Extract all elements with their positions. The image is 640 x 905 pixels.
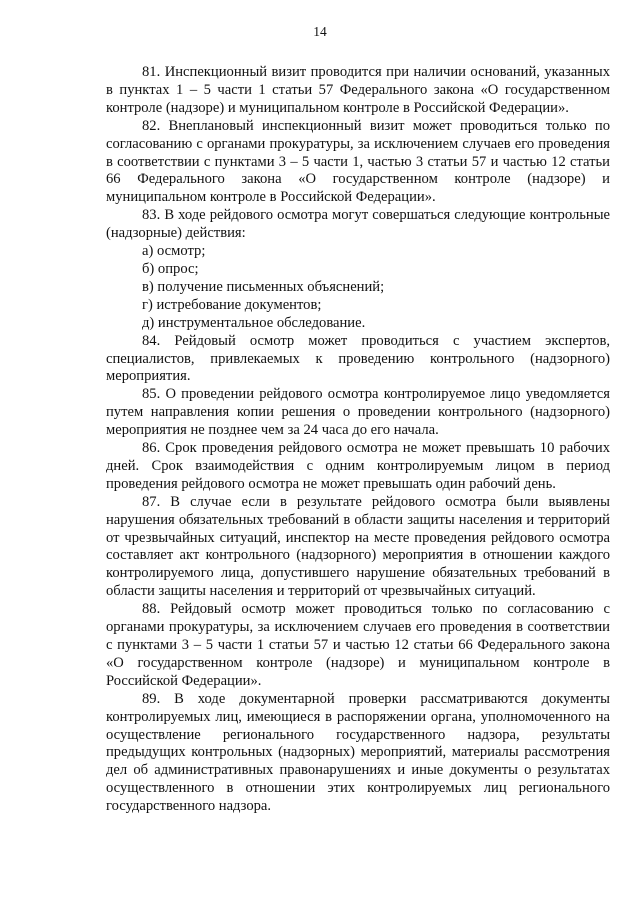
paragraph-88: 88. Рейдовый осмотр может проводиться только по согласованию с органами прокуратуры, за исключением случаев его проведения в соответствии с пунктами 3 – 5 части 1 статьи 57 и частью 12 статьи 66 Федерального закона «О государственном контроле (надзоре) и муниципальном контроле в Российской Федерации».: [106, 601, 610, 689]
paragraph-87: 87. В случае если в результате рейдового осмотра были выявлены нарушения обязательных требований в области защиты населения и территорий от чрезвычайных ситуаций, инспектор на месте проведения рейдового осмотра составляет акт контрольного (надзорного) мероприятия в отношении каждого контролируемого лица, допустившего нарушение обязательных требований в области защиты населения и территорий от чрезвычайных ситуаций.: [106, 493, 610, 600]
paragraph-86: 86. Срок проведения рейдового осмотра не может превышать 10 рабочих дней. Срок взаимодействия с одним контролируемым лицом в период проведения рейдового осмотра не может превышать один рабочий день.: [106, 440, 610, 492]
paragraph-85: 85. О проведении рейдового осмотра контролируемое лицо уведомляется путем направления копии решения о проведении контрольного (надзорного) мероприятия не позднее чем за 24 часа до его начала.: [106, 386, 610, 439]
list-item-g: г) истребование документов;: [142, 296, 322, 313]
list-item-d: д) инструментальное обследование.: [142, 314, 366, 331]
paragraph-89: 89. В ходе документарной проверки рассматриваются документы контролируемых лиц, имеющиеся в распоряжении органа, уполномоченного на осуществление регионального государственного надзора, результаты предыдущих контрольных (надзорных) мероприятий, материалы рассмотрения дел об административных правонарушениях и иные документы о результатах осуществленного в отношении этих контролируемых лиц регионального государственного надзора.: [106, 690, 610, 815]
paragraph-83: 83. В ходе рейдового осмотра могут совершаться следующие контрольные (надзорные) действия:: [106, 207, 610, 242]
document-body: [106, 64, 610, 816]
list-item-b: б) опрос;: [142, 260, 199, 277]
list-item-a: а) осмотр;: [142, 243, 206, 260]
paragraph-84: 84. Рейдовый осмотр может проводиться с участием экспертов, специалистов, привлекаемых к проведению контрольного (надзорного) мероприятия.: [106, 332, 610, 385]
page-number: 14: [313, 24, 327, 39]
paragraph-82: 82. Внеплановый инспекционный визит может проводиться только по согласованию с органами прокуратуры, за исключением случаев его проведения в соответствии с пунктами 3 – 5 части 1, частью 3 статьи 57 и частью 12 статьи 66 Федерального закона «О государственном контроле (надзоре) и муниципальном контроле в Российской Федерации».: [106, 117, 610, 206]
list-item-v: в) получение письменных объяснений;: [142, 278, 385, 295]
paragraph-81: 81. Инспекционный визит проводится при наличии оснований, указанных в пунктах 1 – 5 части 1 статьи 57 Федерального закона «О государственном контроле (надзоре) и муниципальном контроле в Российской Федерации».: [106, 64, 610, 116]
